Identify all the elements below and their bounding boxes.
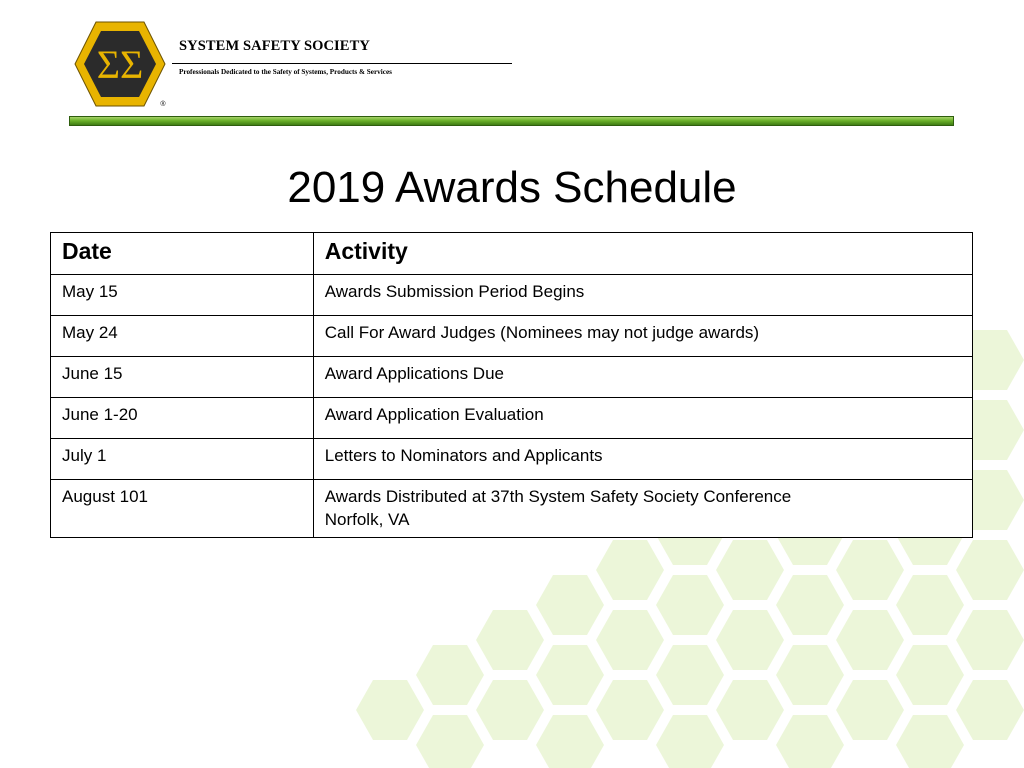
activity-cell: [313, 480, 972, 538]
header-rule: [172, 63, 512, 64]
table-row: [51, 480, 973, 538]
date-cell: June 15: [51, 357, 314, 398]
date-cell: May 15: [51, 275, 314, 316]
table-row: [51, 439, 973, 480]
activity-cell: Award Applications Due: [313, 357, 972, 398]
date-cell: June 1-20: [51, 398, 314, 439]
awards-schedule-table: [50, 232, 973, 538]
sigma-logo-icon: [74, 20, 166, 108]
table-row: [51, 398, 973, 439]
green-divider-bar: [69, 116, 954, 126]
activity-location-line: Norfolk, VA: [324, 509, 410, 529]
date-column-header: Date: [51, 233, 314, 275]
table-header-row: [51, 233, 973, 275]
activity-column-header: Activity: [313, 233, 972, 275]
table-row: [51, 275, 973, 316]
activity-cell: Call For Award Judges (Nominees may not judge awards): [313, 316, 972, 357]
activity-line: Awards Distributed at 37th System Safety Society Conference: [324, 487, 792, 506]
activity-cell: Awards Submission Period Begins: [313, 275, 972, 316]
slide-header: [0, 0, 1024, 130]
registered-mark: ®: [160, 101, 166, 108]
date-cell: August 101: [51, 480, 314, 538]
table-row: [51, 357, 973, 398]
organization-tagline: Professionals Dedicated to the Safety of Systems, Products & Services: [179, 68, 392, 76]
activity-cell: Award Application Evaluation: [313, 398, 972, 439]
page-title: 2019 Awards Schedule: [287, 163, 737, 212]
activity-cell: Letters to Nominators and Applicants: [313, 439, 972, 480]
organization-name: SYSTEM SAFETY SOCIETY: [179, 38, 370, 54]
date-cell: July 1: [51, 439, 314, 480]
date-cell: May 24: [51, 316, 314, 357]
logo-symbol: ΣΣ: [96, 42, 144, 87]
table-row: [51, 316, 973, 357]
